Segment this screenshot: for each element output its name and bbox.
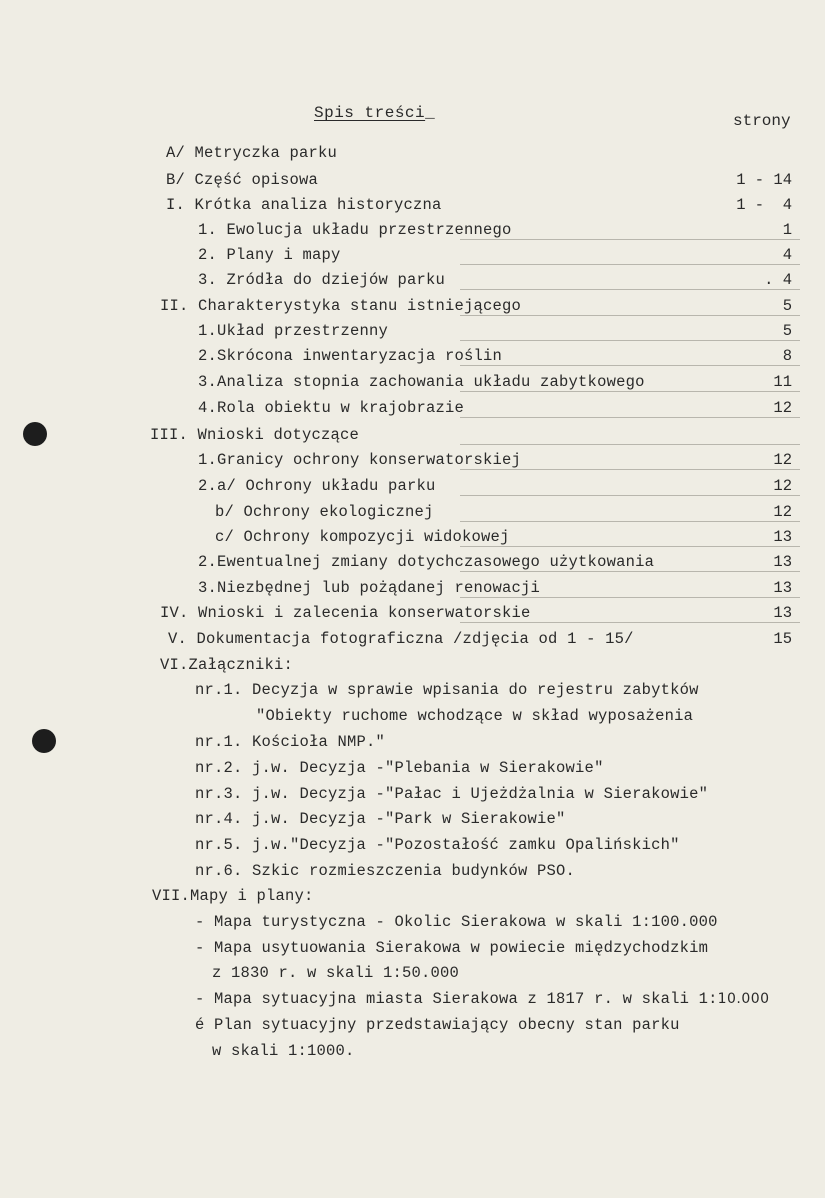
pages-column-label: strony [733,112,791,130]
toc-page: 15 [773,630,792,648]
row-rule [460,597,800,598]
toc-entry: nr.5. j.w."Decyzja -"Pozostałość zamku Opalińskich" [195,836,680,854]
toc-entry: IV. Wnioski i zalecenia konserwatorskie [160,604,531,622]
toc-entry: II. Charakterystyka stanu istniejącego [160,297,522,315]
toc-page: 5 [782,297,792,315]
toc-entry: nr.1. Kościoła NMP." [195,733,386,751]
handwritten-scale: 10.000 [717,991,770,1007]
row-rule [460,315,800,316]
toc-page: 13 [773,553,792,571]
toc-page: 12 [773,399,792,417]
row-rule [460,521,800,522]
toc-entry: nr.1. Decyzja w sprawie wpisania do rejestru zabytków [195,681,699,699]
toc-entry: - Mapa turystyczna - Okolic Sierakowa w skali 1:100.000 [195,913,718,931]
toc-entry: I. Krótka analiza historyczna [166,196,442,214]
toc-page: 12 [773,477,792,495]
toc-entry: z 1830 r. w skali 1:50.000 [212,964,460,982]
page-title: Spis treści_ [314,104,436,122]
toc-entry: - Mapa usytuowania Sierakowa w powiecie międzychodzkim [195,939,709,957]
row-rule [460,417,800,418]
toc-entry: A/ Metryczka parku [166,144,338,162]
row-rule [460,239,800,240]
toc-entry: - Mapa sytuacyjna miasta Sierakowa z 1817 r. w skali 1:10.000 [195,990,770,1008]
row-rule [460,571,800,572]
row-rule [460,444,800,445]
row-rule [460,622,800,623]
toc-entry: 3. Zródła do dziejów parku [198,271,446,289]
toc-page: 1 - 4 [736,196,792,214]
toc-page: 8 [782,347,792,365]
punch-hole [32,729,56,753]
toc-entry: w skali 1:1000. [212,1042,355,1060]
toc-entry: VI.Załączniki: [160,656,294,674]
toc-page: 4 [782,246,792,264]
toc-page: 13 [773,604,792,622]
toc-page: 1 - 14 [736,171,792,189]
toc-entry: 4.Rola obiektu w krajobrazie [198,399,465,417]
toc-page: 11 [773,373,792,391]
toc-entry: é Plan sytuacyjny przedstawiający obecny stan parku [195,1016,680,1034]
toc-entry: 2. Plany i mapy [198,246,341,264]
toc-page: 13 [773,528,792,546]
toc-page: 1 [782,221,792,239]
toc-entry: 3.Niezbędnej lub pożądanej renowacji [198,579,541,597]
toc-page: 13 [773,579,792,597]
toc-entry: nr.2. j.w. Decyzja -"Plebania w Sierakowie" [195,759,604,777]
toc-entry: VII.Mapy i plany: [152,887,314,905]
row-rule [460,264,800,265]
toc-page: 5 [782,322,792,340]
row-rule [460,340,800,341]
toc-entry: c/ Ochrony kompozycji widokowej [215,528,510,546]
row-rule [460,365,800,366]
toc-entry: nr.6. Szkic rozmieszczenia budynków PSO. [195,862,576,880]
toc-entry: III. Wnioski dotyczące [150,426,360,444]
toc-entry: V. Dokumentacja fotograficzna /zdjęcia od 1 - 15/ [168,630,634,648]
toc-entry: b/ Ochrony ekologicznej [215,503,434,521]
toc-entry: 1.Układ przestrzenny [198,322,389,340]
toc-entry: 2.Ewentualnej zmiany dotychczasowego użytkowania [198,553,655,571]
toc-entry: B/ Część opisowa [166,171,319,189]
toc-entry: 1. Ewolucja układu przestrzennego [198,221,512,239]
row-rule [460,391,800,392]
toc-entry: 1.Granicy ochrony konserwatorskiej [198,451,522,469]
toc-entry: nr.4. j.w. Decyzja -"Park w Sierakowie" [195,810,566,828]
toc-entry: "Obiekty ruchome wchodzące w skład wyposażenia [256,707,694,725]
toc-page: 12 [773,451,792,469]
row-rule [460,469,800,470]
punch-hole [23,422,47,446]
toc-page: . 4 [764,271,792,289]
toc-page: 12 [773,503,792,521]
row-rule [460,495,800,496]
toc-entry: 3.Analiza stopnia zachowania układu zabytkowego [198,373,645,391]
row-rule [460,546,800,547]
toc-entry: nr.3. j.w. Decyzja -"Pałac i Ujeżdżalnia w Sierakowie" [195,785,709,803]
toc-entry: 2.Skrócona inwentaryzacja roślin [198,347,503,365]
toc-entry: 2.a/ Ochrony układu parku [198,477,436,495]
row-rule [460,289,800,290]
